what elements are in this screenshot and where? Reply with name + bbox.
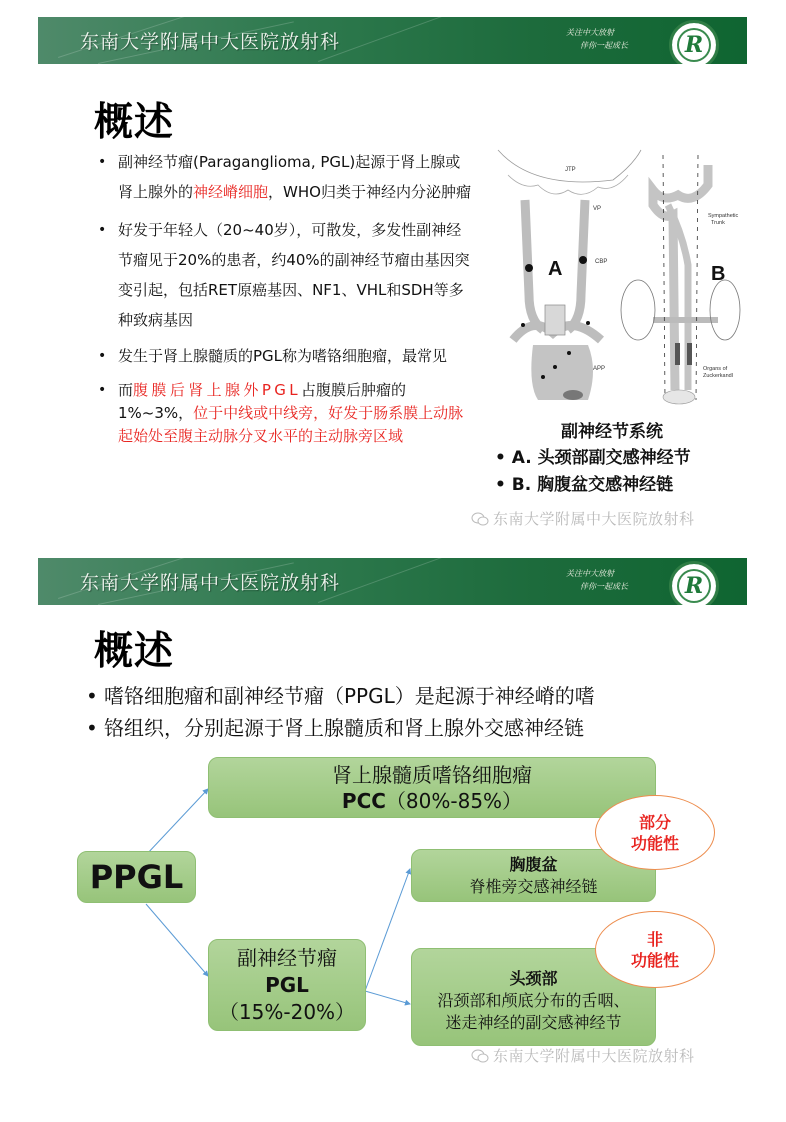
partial-functional-label: 部分 功能性 [595,795,715,870]
non-functional-label: 非 功能性 [595,911,715,988]
slide-header [38,17,747,64]
watermark: 东南大学附属中大医院放射科 [471,508,695,529]
wechat-icon [471,1048,489,1064]
svg-text:JTP: JTP [565,167,576,173]
bullet-list [94,147,474,454]
svg-text:B: B [711,263,726,285]
svg-text:Organs of: Organs of [703,366,728,372]
anatomy-illustration-icon [493,145,743,407]
institution-name: 东南大学附属中大医院放射科 [80,31,341,53]
svg-text:A: A [548,258,563,280]
bullet-item: • 而腹膜后肾上腺外PGL占腹膜后肿瘤的1%~3%，位于中线或中线旁，好发于肠系膜上动脉起始处至腹主动脉分叉水平的主动脉旁区域 [94,379,474,448]
page-title: 概述 [94,629,175,674]
svg-text:VP: VP [593,206,602,212]
figure-legend [495,445,691,499]
svg-text:Sympathetic: Sympathetic [708,213,739,219]
ppgl-root-box: PPGL [77,851,196,903]
slide-1 [38,17,747,547]
legend-item-b: • B. 胸腹盆交感神经链 [495,472,691,499]
watermark: 东南大学附属中大医院放射科 [471,1045,695,1066]
institution-name: 东南大学附属中大医院放射科 [80,572,341,594]
paraganglia-anatomy-figure [493,145,743,407]
thorax-abdomen-pelvis-box: 胸腹盆 脊椎旁交感神经链 [411,849,656,902]
wechat-icon [471,511,489,527]
hospital-logo-icon: R [669,561,719,605]
svg-text:APP: APP [593,366,606,372]
bullet-item: • 副神经节瘤(Paraganglioma, PGL)起源于肾上腺或肾上腺外的神经嵴细胞，WHO归类于神经内分泌肿瘤 [94,147,474,207]
page-title: 概述 [94,100,175,145]
slogan: 关注中大放射 伴你一起成长 [566,569,628,591]
pgl-box: 副神经节瘤 PGL （15%-20%） [208,939,366,1031]
bullet-item: • 发生于肾上腺髓质的PGL称为嗜铬细胞瘤，最常见 [94,341,474,371]
pcc-box: 肾上腺髓质嗜铬细胞瘤 PCC（80%-85%） [208,757,656,818]
svg-text:CBP: CBP [595,259,608,265]
head-neck-box: 头颈部 沿颈部和颅底分布的舌咽、 迷走神经的副交感神经节 [411,948,656,1046]
figure-caption: 副神经节系统 [561,422,663,442]
hospital-logo-icon: R [669,20,719,64]
slogan: 关注中大放射 伴你一起成长 [566,28,628,50]
bullet-item: • 好发于年轻人（20~40岁），可散发，多发性副神经节瘤见于20%的患者，约40%的副神经节瘤由基因突变引起，包括RET原癌基因、NF1、VHL和SDH等多种致病基因 [94,215,474,335]
slide-2 [38,558,747,1078]
svg-text:Trunk: Trunk [711,220,725,226]
legend-item-a: • A. 头颈部副交感神经节 [495,445,691,472]
intro-text: • 嗜铬细胞瘤和副神经节瘤（PPGL）是起源于神经嵴的嗜 • 铬组织，分别起源于肾上腺髓质和肾上腺外交感神经链 [86,680,736,744]
svg-text:Zuckerkandl: Zuckerkandl [703,373,733,379]
